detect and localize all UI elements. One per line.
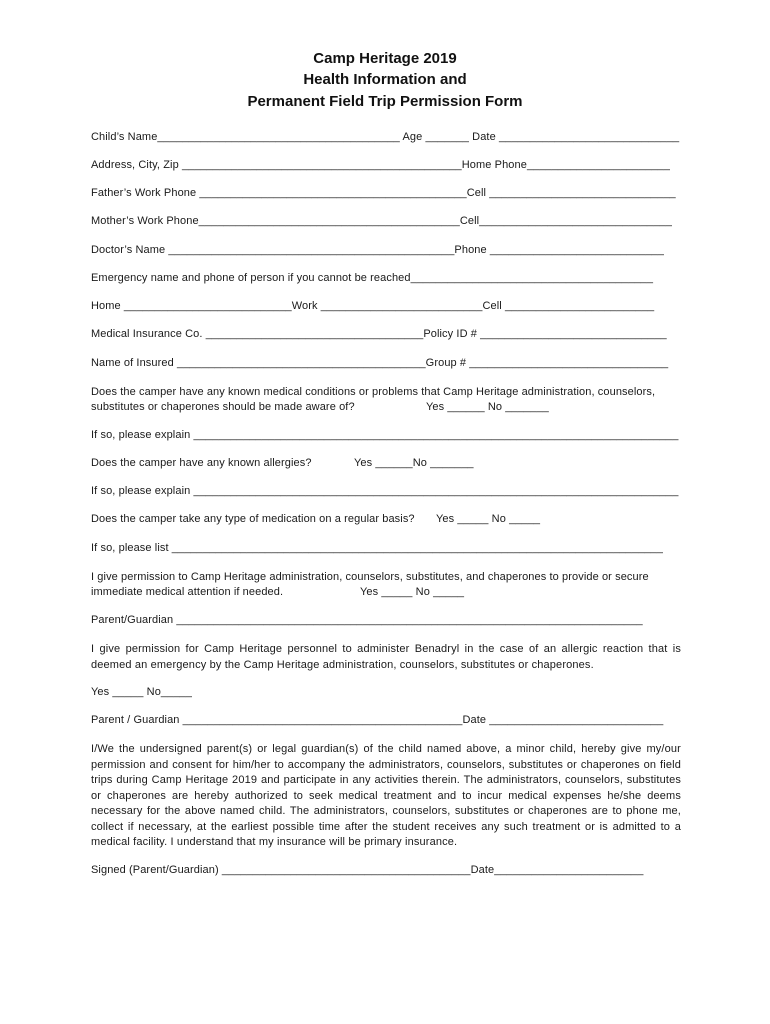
allergies-text: Does the camper have any known allergies? xyxy=(91,457,312,469)
childs-name-field[interactable]: Child’s Name_______________________________________ Age _______ Date _____________________________ xyxy=(91,131,680,143)
medication-list-field[interactable]: If so, please list _______________________________________________________________________________ xyxy=(91,542,663,554)
consent-paragraph: I/We the undersigned parent(s) or legal guardian(s) of the child named above, a minor child, hereby give my/our permission and consent for him/her to accompany the administrators, counselors, substitutes or chaperones on field trips during Camp Heritage 2019 and participate in any activities therein. The administrators, counselors, substitutes or chaperones are hereby authorized to seek medical treatment and to incur medical expenses he/she deems necessary for the above named child. The administrators, counselors, substitutes or chaperones are to phone me, collect if necessary, at the earliest possible time after the student receives any such treatment or is admitted to a medical facility. I understand that my insurance will be primary insurance. xyxy=(91,743,681,848)
doctors-name-field[interactable]: Doctor’s Name ______________________________________________Phone ____________________________ xyxy=(91,244,664,256)
medical-permission-cont xyxy=(91,586,681,598)
form-title-line-1: Camp Heritage 2019 xyxy=(313,50,457,67)
medication-yes-no[interactable]: Yes _____ No _____ xyxy=(436,513,541,525)
benadryl-yes-no[interactable]: Yes _____ No_____ xyxy=(91,686,192,698)
allergies-yes-no[interactable]: Yes ______No _______ xyxy=(354,457,474,469)
name-of-insured-field[interactable]: Name of Insured ________________________________________Group # ________________________________ xyxy=(91,357,669,369)
mothers-work-phone-field[interactable]: Mother’s Work Phone__________________________________________Cell_______________________________ xyxy=(91,215,672,227)
medical-permission-yes-no[interactable]: Yes _____ No _____ xyxy=(360,586,465,598)
parent-guardian-field[interactable]: Parent/Guardian ___________________________________________________________________________ xyxy=(91,614,643,626)
fathers-work-phone-field[interactable]: Father’s Work Phone ___________________________________________Cell ______________________________ xyxy=(91,187,676,199)
medical-insurance-field[interactable]: Medical Insurance Co. ___________________________________Policy ID # ______________________________ xyxy=(91,328,667,340)
benadryl-permission-paragraph: I give permission for Camp Heritage personnel to administer Benadryl in the case of an allergic reaction that is deemed an emergency by the Camp Heritage administration, counselors, substitutes or chaperones. xyxy=(91,643,681,671)
form-title-line-3: Permanent Field Trip Permission Form xyxy=(247,93,523,110)
form-title-line-2: Health Information and xyxy=(303,71,467,88)
medical-conditions-yes-no[interactable]: Yes ______ No _______ xyxy=(426,401,549,413)
allergies-explain-field[interactable]: If so, please explain ______________________________________________________________________________ xyxy=(91,485,679,497)
medical-permission-text-2: immediate medical attention if needed. xyxy=(91,586,284,598)
emergency-contact-field[interactable]: Emergency name and phone of person if you cannot be reached_______________________________________ xyxy=(91,272,654,284)
medical-conditions-text: substitutes or chaperones should be made aware of? xyxy=(91,401,355,413)
conditions-explain-field[interactable]: If so, please explain ______________________________________________________________________________ xyxy=(91,429,679,441)
parent-guardian-date-field[interactable]: Parent / Guardian _____________________________________________Date ____________________________ xyxy=(91,714,664,726)
medical-conditions-question: Does the camper have any known medical conditions or problems that Camp Heritage administration, counselors, xyxy=(91,386,656,398)
medical-conditions-question-cont xyxy=(91,401,681,413)
medical-permission-text: I give permission to Camp Heritage administration, counselors, substitutes, and chaperones to provide or secure xyxy=(91,571,649,583)
home-work-cell-field[interactable]: Home ___________________________Work __________________________Cell ________________________ xyxy=(91,300,655,312)
medication-question xyxy=(91,513,681,525)
allergies-question xyxy=(91,457,681,469)
medication-text: Does the camper take any type of medication on a regular basis? xyxy=(91,513,415,525)
address-field[interactable]: Address, City, Zip _____________________________________________Home Phone_______________________ xyxy=(91,159,670,171)
signature-date-field[interactable]: Signed (Parent/Guardian) ________________________________________Date________________________ xyxy=(91,864,644,876)
